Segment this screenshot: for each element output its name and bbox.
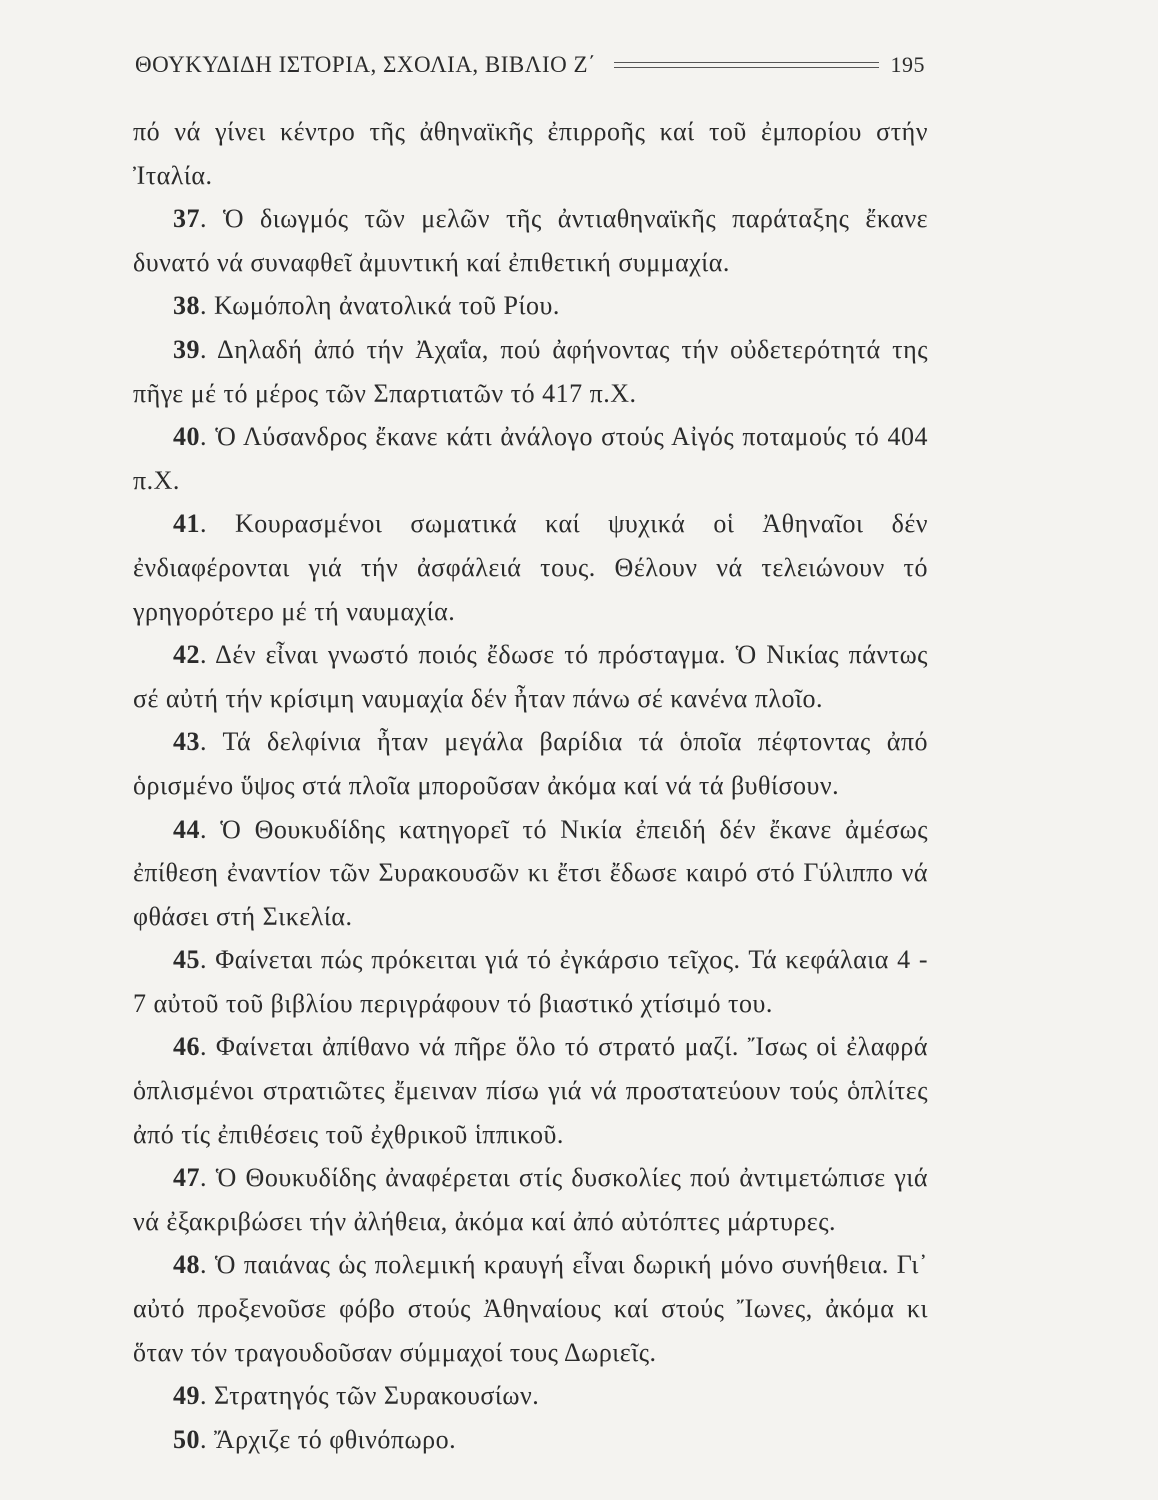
- note-number: 50: [173, 1424, 200, 1454]
- note-50: 50. Ἄρχιζε τό φθινόπωρο.: [173, 1424, 457, 1454]
- note-text: Κωμόπολη ἀνατολικά τοῦ Ρίου.: [214, 291, 560, 321]
- note-number: 42: [173, 640, 200, 670]
- note-number: 41: [173, 509, 200, 539]
- note-number: 46: [173, 1032, 200, 1062]
- note-49: 49. Στρατηγός τῶν Συρακουσίων.: [173, 1381, 540, 1411]
- note-44: 44. Ὁ Θουκυδίδης κατηγορεῖ τό Νικία ἐπειδή δέν ἔκανε ἀμέσως ἐπίθεση ἐναντίον τῶν Συρακουσῶν κι ἔτσι ἔδωσε καιρό στό Γύλιππο νά φθάσει στή Σικελία.: [133, 814, 928, 931]
- note-45: 45. Φαίνεται πώς πρόκειται γιά τό ἐγκάρσιο τεῖχος. Τά κεφάλαια 4 - 7 αὐτοῦ τοῦ βιβλίου περιγράφουν τό βιαστικό χτίσιμό του.: [133, 945, 929, 1018]
- header-rule: [614, 62, 878, 68]
- running-title: ΘΟΥΚΥΔΙΔΗ ΙΣΤΟΡΙΑ, ΣΧΟΛΙΑ, ΒΙΒΛΙΟ Ζ΄: [135, 52, 597, 77]
- note-text: Φαίνεται πώς πρόκειται γιά τό ἐγκάρσιο τεῖχος. Τά κεφάλαια 4 - 7 αὐτοῦ τοῦ βιβλίου περιγράφουν τό βιαστικό χτίσιμό του.: [133, 945, 929, 1018]
- note-text: Δηλαδή ἀπό τήν Ἀχαΐα, πού ἀφήνοντας τήν οὐδετερότητά της πῆγε μέ τό μέρος τῶν Σπαρτιατῶν τό 417 π.Χ.: [133, 334, 928, 408]
- note-number: 45: [173, 945, 200, 975]
- note-40: 40. Ὁ Λύσανδρος ἔκανε κάτι ἀνάλογο στούς Αἰγός ποταμούς τό 404 π.Χ.: [133, 422, 929, 495]
- note-38: 38. Κωμόπολη ἀνατολικά τοῦ Ρίου.: [173, 291, 560, 321]
- note-number: 38: [173, 291, 200, 321]
- running-header: [135, 50, 925, 80]
- note-text: Φαίνεται ἀπίθανο νά πῆρε ὅλο τό στρατό μαζί. Ἴσως οἱ ἐλαφρά ὁπλισμένοι στρατιῶτες ἔμειναν πίσω γιά νά προστατεύουν τούς ὁπλίτες ἀπό τίς ἐπιθέσεις τοῦ ἐχθρικοῦ ἱππικοῦ.: [133, 1032, 929, 1149]
- note-text: Κουρασμένοι σωματικά καί ψυχικά οἱ Ἀθηναῖοι δέν ἐνδιαφέρονται γιά τήν ἀσφάλειά τους. Θέλουν νά τελειώνουν τό γρηγορότερο μέ τή ναυμαχία.: [133, 509, 928, 626]
- note-47: 47. Ὁ Θουκυδίδης ἀναφέρεται στίς δυσκολίες πού ἀντιμετώπισε γιά νά ἐξακριβώσει τήν ἀλήθεια, ἀκόμα καί ἀπό αὐτόπτες μάρτυρες.: [133, 1163, 929, 1236]
- note-text: Στρατηγός τῶν Συρακουσίων.: [214, 1381, 540, 1411]
- note-number: 48: [173, 1250, 200, 1280]
- note-46: 46. Φαίνεται ἀπίθανο νά πῆρε ὅλο τό στρατό μαζί. Ἴσως οἱ ἐλαφρά ὁπλισμένοι στρατιῶτες ἔμειναν πίσω γιά νά προστατεύουν τούς ὁπλίτες ἀπό τίς ἐπιθέσεις τοῦ ἐχθρικοῦ ἱππικοῦ.: [133, 1032, 929, 1149]
- note-37: 37. Ὁ διωγμός τῶν μελῶν τῆς ἀντιαθηναϊκῆς παράταξης ἔκανε δυνατό νά συναφθεῖ ἀμυντική καί ἐπιθετική συμμαχία.: [133, 204, 928, 277]
- note-text: Τά δελφίνια ἦταν μεγάλα βαρίδια τά ὁποῖα πέφτοντας ἀπό ὁρισμένο ὕψος στά πλοῖα μποροῦσαν ἀκόμα καί νά τά βυθίσουν.: [133, 727, 929, 800]
- note-text: Δέν εἶναι γνωστό ποιός ἔδωσε τό πρόσταγμα. Ὁ Νικίας πάντως σέ αὐτή τήν κρίσιμη ναυμαχία δέν ἦταν πάνω σέ κανένα πλοῖο.: [133, 640, 928, 713]
- note-text: Ὁ διωγμός τῶν μελῶν τῆς ἀντιαθηναϊκῆς παράταξης ἔκανε δυνατό νά συναφθεῖ ἀμυντική καί ἐπιθετική συμμαχία.: [133, 204, 928, 277]
- note-text: Ὁ Λύσανδρος ἔκανε κάτι ἀνάλογο στούς Αἰγός ποταμούς τό 404 π.Χ.: [133, 422, 929, 495]
- note-42: 42. Δέν εἶναι γνωστό ποιός ἔδωσε τό πρόσταγμα. Ὁ Νικίας πάντως σέ αὐτή τήν κρίσιμη ναυμαχία δέν ἦταν πάνω σέ κανένα πλοῖο.: [133, 640, 928, 713]
- note-text: Ὁ παιάνας ὡς πολεμική κραυγή εἶναι δωρική μόνο συνήθεια. Γι᾽ αὐτό προξενοῦσε φόβο στούς Ἀθηναίους καί στούς Ἴωνες, ἀκόμα κι ὅταν τόν τραγουδοῦσαν σύμμαχοί τους Δωριεῖς.: [133, 1250, 928, 1367]
- note-48: 48. Ὁ παιάνας ὡς πολεμική κραυγή εἶναι δωρική μόνο συνήθεια. Γι᾽ αὐτό προξενοῦσε φόβο στούς Ἀθηναίους καί στούς Ἴωνες, ἀκόμα κι ὅταν τόν τραγουδοῦσαν σύμμαχοί τους Δωριεῖς.: [133, 1250, 928, 1367]
- page-number: 195: [890, 52, 925, 77]
- note-number: 37: [173, 204, 200, 234]
- note-number: 40: [173, 422, 200, 452]
- note-number: 39: [173, 334, 200, 364]
- note-text: Ὁ Θουκυδίδης κατηγορεῖ τό Νικία ἐπειδή δέν ἔκανε ἀμέσως ἐπίθεση ἐναντίον τῶν Συρακουσῶν κι ἔτσι ἔδωσε καιρό στό Γύλιππο νά φθάσει στή Σικελία.: [133, 814, 928, 931]
- notes-body: [133, 110, 928, 1461]
- note-39: 39. Δηλαδή ἀπό τήν Ἀχαΐα, πού ἀφήνοντας τήν οὐδετερότητά της πῆγε μέ τό μέρος τῶν Σπαρτιατῶν τό 417 π.Χ.: [133, 334, 928, 408]
- continuation-paragraph: πό νά γίνει κέντρο τῆς ἀθηναϊκῆς ἐπιρροῆς καί τοῦ ἐμπορίου στήν Ἰταλία.: [133, 117, 928, 190]
- note-43: 43. Τά δελφίνια ἦταν μεγάλα βαρίδια τά ὁποῖα πέφτοντας ἀπό ὁρισμένο ὕψος στά πλοῖα μποροῦσαν ἀκόμα καί νά τά βυθίσουν.: [133, 727, 929, 800]
- note-text: Ὁ Θουκυδίδης ἀναφέρεται στίς δυσκολίες πού ἀντιμετώπισε γιά νά ἐξακριβώσει τήν ἀλήθεια, ἀκόμα καί ἀπό αὐτόπτες μάρτυρες.: [133, 1163, 929, 1236]
- note-number: 44: [173, 814, 200, 844]
- note-number: 49: [173, 1381, 200, 1411]
- note-41: 41. Κουρασμένοι σωματικά καί ψυχικά οἱ Ἀθηναῖοι δέν ἐνδιαφέρονται γιά τήν ἀσφάλειά τους. Θέλουν νά τελειώνουν τό γρηγορότερο μέ τή ναυμαχία.: [133, 509, 928, 626]
- note-number: 43: [173, 727, 200, 757]
- note-text: Ἄρχιζε τό φθινόπωρο.: [214, 1424, 457, 1454]
- note-number: 47: [173, 1163, 200, 1193]
